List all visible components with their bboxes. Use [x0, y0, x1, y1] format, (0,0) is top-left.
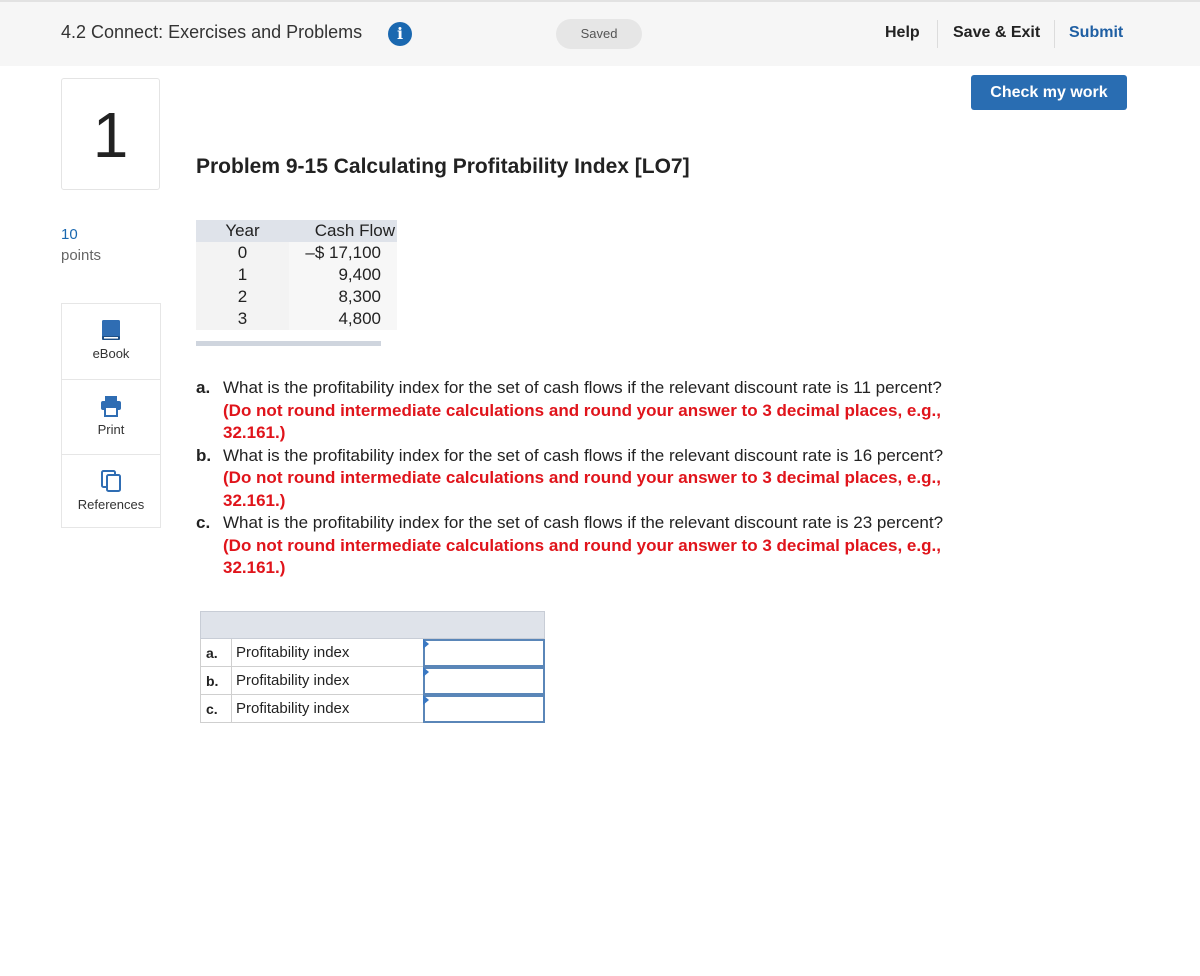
part-hint: (Do not round intermediate calculations and round your answer to 3 decimal places, e.g., 32.161.): [223, 535, 941, 577]
references-button[interactable]: [62, 454, 160, 529]
input-flag-icon: [423, 639, 429, 649]
answer-letter: a.: [200, 639, 232, 667]
answer-label: Profitability index: [232, 695, 423, 723]
printer-icon: [99, 394, 123, 418]
ebook-button[interactable]: [62, 304, 160, 378]
part-text: What is the profitability index for the set of cash flows if the relevant discount rate is 11 percent?: [223, 378, 942, 397]
print-label: Print: [97, 422, 125, 437]
year-cell: 3: [196, 308, 289, 330]
question-part-b: [196, 445, 961, 513]
assignment-title: 4.2 Connect: Exercises and Problems: [61, 22, 363, 42]
cash-flow-cell: 8,300: [289, 286, 397, 308]
cash-flow-cell: 9,400: [289, 264, 397, 286]
points-value: 10: [61, 226, 78, 243]
year-cell: 1: [196, 264, 289, 286]
divider: [937, 20, 938, 48]
answer-letter: b.: [200, 667, 232, 695]
part-letter: a.: [196, 378, 211, 397]
part-hint: (Do not round intermediate calculations and round your answer to 3 decimal places, e.g., 32.161.): [223, 400, 941, 442]
column-header: Cash Flow: [289, 220, 397, 242]
question-number: 1: [61, 78, 160, 190]
table-row: [196, 242, 397, 264]
ebook-label: eBook: [92, 346, 130, 361]
answer-letter: c.: [200, 695, 232, 723]
table-row: [196, 286, 397, 308]
answer-table: [200, 611, 545, 725]
problem-title: Problem 9-15 Calculating Profitability Index [LO7]: [196, 155, 690, 178]
info-icon[interactable]: i: [388, 22, 412, 46]
check-my-work-button[interactable]: Check my work: [971, 75, 1127, 110]
cash-flow-cell: –$ 17,100: [289, 242, 397, 264]
save-exit-link[interactable]: Save & Exit: [953, 24, 1041, 41]
column-header: Year: [196, 220, 289, 242]
divider: [1054, 20, 1055, 48]
year-cell: 0: [196, 242, 289, 264]
copy-icon: [99, 469, 123, 493]
part-letter: b.: [196, 445, 212, 465]
cash-flow-cell: 4,800: [289, 308, 397, 330]
help-link[interactable]: Help: [885, 24, 920, 41]
cash-flow-table: [196, 220, 397, 330]
answer-label: Profitability index: [232, 667, 423, 695]
part-letter: c.: [196, 513, 211, 532]
print-button[interactable]: [62, 379, 160, 454]
references-label: References: [77, 497, 145, 512]
answer-table-header: [200, 611, 545, 639]
year-cell: 2: [196, 286, 289, 308]
answer-row: [200, 667, 545, 695]
table-row: [196, 308, 397, 330]
submit-link[interactable]: Submit: [1069, 24, 1124, 41]
input-flag-icon: [423, 667, 429, 677]
top-bar: [0, 0, 1200, 66]
input-flag-icon: [423, 695, 429, 705]
question-part-a: [196, 377, 961, 445]
answer-input-c[interactable]: [423, 695, 545, 723]
part-text: What is the profitability index for the set of cash flows if the relevant discount rate is 23 percent?: [223, 513, 944, 532]
book-icon: [99, 318, 123, 342]
answer-row: [200, 695, 545, 723]
answer-label: Profitability index: [232, 639, 423, 667]
answer-input-b[interactable]: [423, 667, 545, 695]
tools-panel: [61, 303, 161, 528]
part-text: What is the profitability index for the set of cash flows if the relevant discount rate is 16 percent?: [223, 445, 944, 465]
points-label: points: [61, 247, 102, 264]
answer-row: [200, 639, 545, 667]
part-hint: (Do not round intermediate calculations and round your answer to 3 decimal places, e.g., 32.161.): [223, 468, 941, 510]
question-parts: [196, 377, 961, 580]
answer-input-a[interactable]: [423, 639, 545, 667]
table-header-row: [196, 220, 397, 242]
saved-status-badge: Saved: [556, 19, 642, 49]
table-divider: [196, 341, 381, 346]
table-row: [196, 264, 397, 286]
question-part-c: [196, 512, 961, 580]
